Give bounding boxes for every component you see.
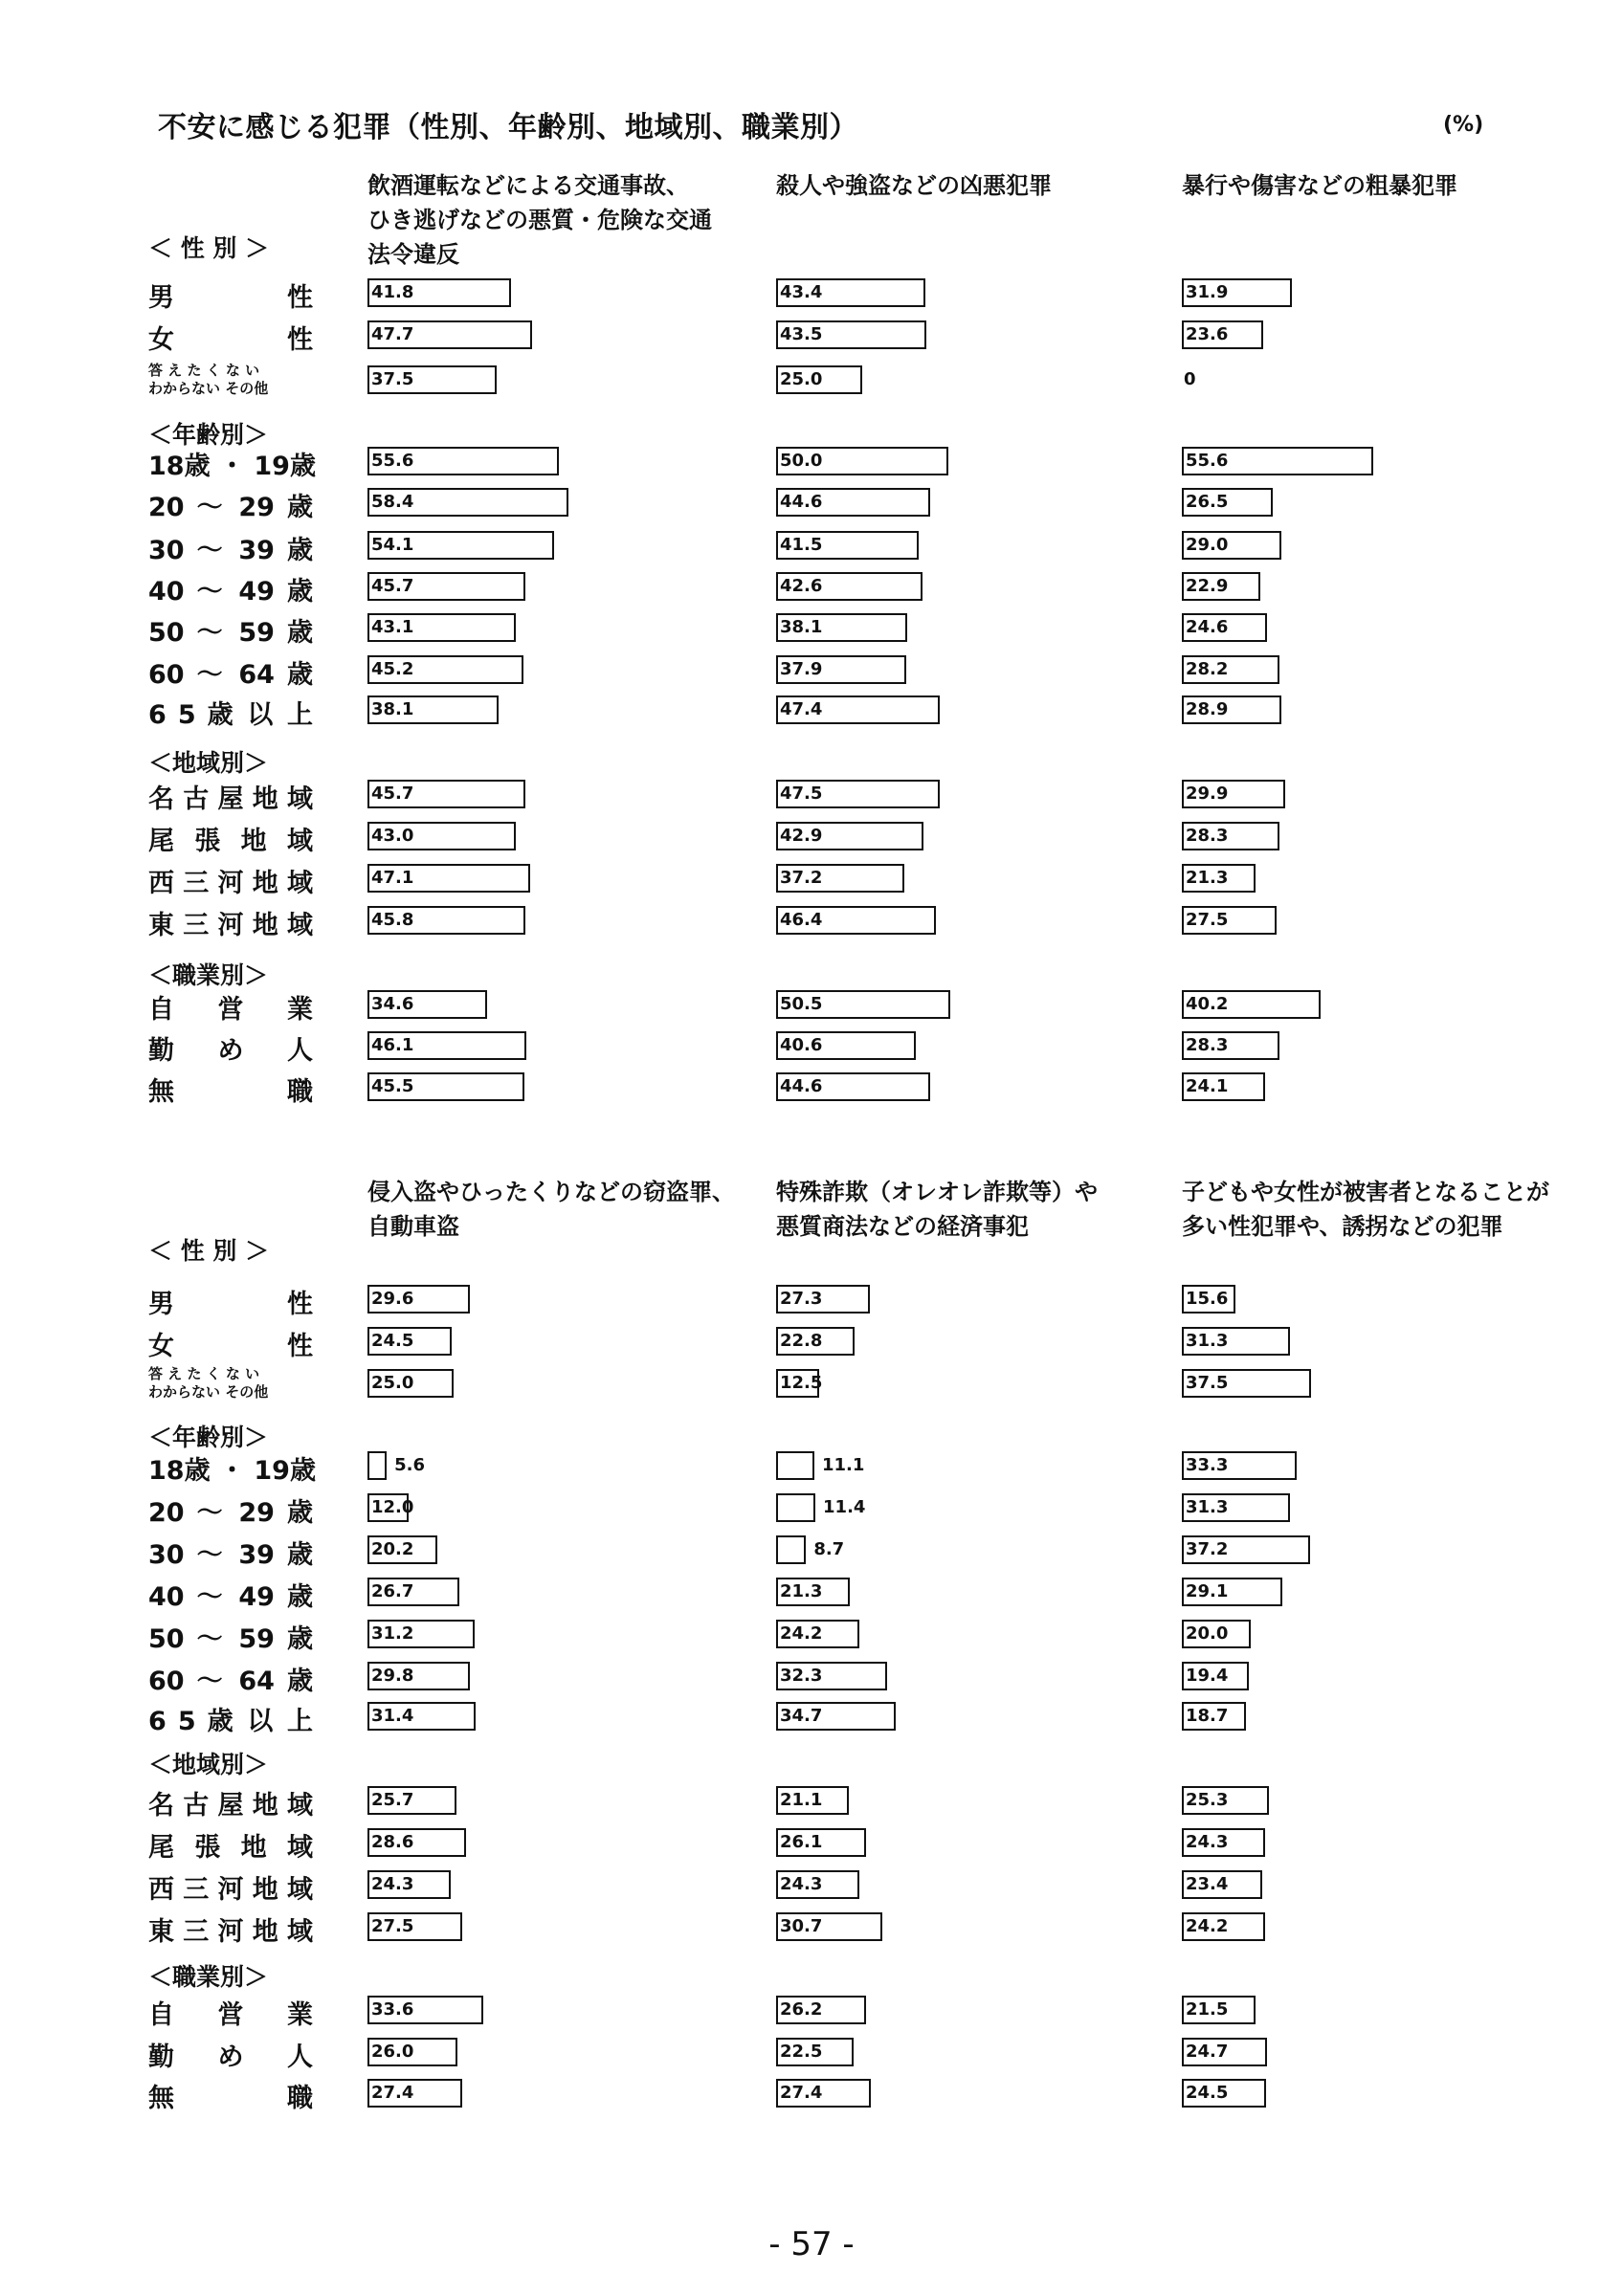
value-label: 47.7 [371, 324, 414, 344]
value-label: 28.6 [371, 1832, 414, 1852]
value-label: 33.6 [371, 1999, 414, 2020]
value-label: 58.4 [371, 492, 414, 512]
row-label-male: 男 性 [148, 283, 313, 313]
value-label: 25.0 [371, 1373, 414, 1393]
value-label: 15.6 [1186, 1289, 1229, 1309]
value-label: 21.3 [780, 1581, 823, 1601]
value-label: 31.3 [1186, 1497, 1229, 1517]
value-label: 45.7 [371, 784, 414, 804]
value-label: 38.1 [780, 617, 823, 637]
value-label: 34.7 [780, 1706, 823, 1726]
value-label: 43.0 [371, 826, 414, 846]
value-label: 24.3 [371, 1874, 414, 1894]
bar-chart5-age18 [776, 1451, 814, 1480]
value-label: 31.3 [1186, 1331, 1229, 1351]
chart-title-line: 飲酒運転などによる交通事故、 [367, 172, 689, 199]
value-label: 55.6 [1186, 451, 1229, 471]
row-label-male: 男 性 [148, 1290, 313, 1319]
row-label-female: 女 性 [148, 1332, 313, 1361]
chart-title-line: 暴行や傷害などの粗暴犯罪 [1182, 172, 1457, 199]
value-label: 34.6 [371, 994, 414, 1014]
value-label: 20.0 [1186, 1623, 1229, 1644]
value-label: 12.0 [371, 1497, 414, 1517]
value-label: 24.2 [780, 1623, 823, 1644]
value-label: 40.2 [1186, 994, 1229, 1014]
value-label: 24.3 [780, 1874, 823, 1894]
value-label: 27.5 [1186, 910, 1229, 930]
value-label: 24.1 [1186, 1076, 1229, 1096]
value-label: 41.8 [371, 282, 414, 302]
chart-title-4 [367, 1175, 735, 1244]
value-label: 12.5 [780, 1373, 823, 1393]
group-label-gender: ＜ 性 別 ＞ [148, 234, 270, 262]
value-label: 27.5 [371, 1916, 414, 1936]
unit-label: (%) [1443, 113, 1484, 137]
value-label: 24.5 [371, 1331, 414, 1351]
value-label: 21.1 [780, 1790, 823, 1810]
value-label: 8.7 [813, 1539, 845, 1559]
row-label-other [148, 1365, 313, 1402]
chart-title-line: 多い性犯罪や、誘拐などの犯罪 [1182, 1213, 1503, 1240]
value-label: 37.5 [371, 369, 414, 389]
value-label: 29.1 [1186, 1581, 1229, 1601]
value-label: 28.3 [1186, 1035, 1229, 1055]
value-label: 24.7 [1186, 2042, 1229, 2062]
row-label-nagoya: 名古屋地域 [148, 1791, 313, 1821]
row-label-age60: 60 ～ 64 歳 [148, 660, 313, 690]
value-label: 25.3 [1186, 1790, 1229, 1810]
value-label: 50.5 [780, 994, 823, 1014]
row-label-self: 自 営 業 [148, 2000, 313, 2030]
row-label-age60: 60 ～ 64 歳 [148, 1667, 313, 1696]
value-label: 37.2 [780, 868, 823, 888]
value-label: 25.0 [780, 369, 823, 389]
row-label-age65: 6 5 歳 以 上 [148, 700, 313, 730]
chart-title-3 [1182, 168, 1457, 203]
value-label: 47.5 [780, 784, 823, 804]
chart-title-line: 悪質商法などの経済事犯 [776, 1213, 1029, 1240]
value-label: 23.6 [1186, 324, 1229, 344]
row-label-age30: 30 ～ 39 歳 [148, 536, 313, 565]
value-label: 24.6 [1186, 617, 1229, 637]
row-label-employee: 勤 め 人 [148, 1036, 313, 1066]
row-label-female: 女 性 [148, 325, 313, 355]
group-label-region: ＜地域別＞ [148, 1751, 269, 1778]
value-label: 26.7 [371, 1581, 414, 1601]
row-label-owari: 尾 張 地 域 [148, 1833, 313, 1863]
value-label: 50.0 [780, 451, 823, 471]
chart-title-line: ひき逃げなどの悪質・危険な交通 [367, 207, 712, 233]
value-label: 32.3 [780, 1666, 823, 1686]
row-label-unemployed: 無 職 [148, 2084, 313, 2113]
value-label: 28.3 [1186, 826, 1229, 846]
row-label-other-line1: 答 え た く な い [148, 1365, 260, 1382]
chart-title-line: 侵入盗やひったくりなどの窃盗罪、 [367, 1179, 735, 1205]
row-label-age18: 18歳 ・ 19歳 [148, 452, 316, 481]
value-label: 0 [1184, 369, 1196, 389]
value-label: 11.4 [823, 1497, 866, 1517]
value-label: 45.5 [371, 1076, 414, 1096]
group-label-region: ＜地域別＞ [148, 749, 269, 777]
value-label: 46.1 [371, 1035, 414, 1055]
chart-title-6 [1182, 1175, 1549, 1244]
row-label-age30: 30 ～ 39 歳 [148, 1540, 313, 1570]
value-label: 29.6 [371, 1289, 414, 1309]
page-title: 不安に感じる犯罪（性別、年齢別、地域別、職業別） [158, 111, 858, 144]
bar-chart5-age20 [776, 1493, 815, 1522]
chart-title-1 [367, 168, 712, 272]
value-label: 30.7 [780, 1916, 823, 1936]
value-label: 27.4 [371, 2083, 414, 2103]
row-label-age50: 50 ～ 59 歳 [148, 618, 313, 648]
row-label-unemployed: 無 職 [148, 1077, 313, 1107]
group-label-job: ＜職業別＞ [148, 961, 269, 989]
row-label-owari: 尾 張 地 域 [148, 827, 313, 856]
value-label: 45.2 [371, 659, 414, 679]
value-label: 31.9 [1186, 282, 1229, 302]
value-label: 24.2 [1186, 1916, 1229, 1936]
value-label: 19.4 [1186, 1666, 1229, 1686]
value-label: 23.4 [1186, 1874, 1229, 1894]
value-label: 24.5 [1186, 2083, 1229, 2103]
row-label-self: 自 営 業 [148, 995, 313, 1025]
value-label: 29.0 [1186, 535, 1229, 555]
value-label: 44.6 [780, 492, 823, 512]
value-label: 5.6 [394, 1455, 426, 1475]
value-label: 18.7 [1186, 1706, 1229, 1726]
row-label-age65: 6 5 歳 以 上 [148, 1707, 313, 1736]
row-label-other-line2: わからない その他 [148, 1383, 269, 1401]
row-label-nagoya: 名古屋地域 [148, 784, 313, 814]
value-label: 20.2 [371, 1539, 414, 1559]
value-label: 37.2 [1186, 1539, 1229, 1559]
row-label-age18: 18歳 ・ 19歳 [148, 1456, 316, 1486]
value-label: 24.3 [1186, 1832, 1229, 1852]
value-label: 47.4 [780, 699, 823, 719]
chart-title-line: 特殊詐欺（オレオレ詐欺等）や [776, 1179, 1098, 1205]
value-label: 54.1 [371, 535, 414, 555]
row-label-employee: 勤 め 人 [148, 2042, 313, 2072]
value-label: 27.4 [780, 2083, 823, 2103]
chart-title-line: 殺人や強盗などの凶悪犯罪 [776, 172, 1052, 199]
chart-title-line: 子どもや女性が被害者となることが [1182, 1179, 1549, 1205]
group-label-gender: ＜ 性 別 ＞ [148, 1237, 270, 1265]
value-label: 43.4 [780, 282, 823, 302]
value-label: 33.3 [1186, 1455, 1229, 1475]
value-label: 11.1 [821, 1455, 865, 1475]
value-label: 47.1 [371, 868, 414, 888]
value-label: 42.6 [780, 576, 823, 596]
value-label: 21.3 [1186, 868, 1229, 888]
value-label: 27.3 [780, 1289, 823, 1309]
value-label: 31.4 [371, 1706, 414, 1726]
value-label: 21.5 [1186, 1999, 1229, 2020]
value-label: 45.8 [371, 910, 414, 930]
value-label: 46.4 [780, 910, 823, 930]
value-label: 26.2 [780, 1999, 823, 2020]
value-label: 37.5 [1186, 1373, 1229, 1393]
value-label: 28.9 [1186, 699, 1229, 719]
value-label: 37.9 [780, 659, 823, 679]
group-label-job: ＜職業別＞ [148, 1963, 269, 1991]
bar-chart4-age18 [367, 1451, 387, 1480]
value-label: 41.5 [780, 535, 823, 555]
row-label-age40: 40 ～ 49 歳 [148, 577, 313, 607]
row-label-other-line1: 答 え た く な い [148, 362, 260, 379]
group-label-age: ＜年齢別＞ [148, 421, 269, 449]
value-label: 44.6 [780, 1076, 823, 1096]
value-label: 45.7 [371, 576, 414, 596]
value-label: 40.6 [780, 1035, 823, 1055]
row-label-higashimikawa: 東三河地域 [148, 911, 313, 940]
row-label-age20: 20 ～ 29 歳 [148, 493, 313, 522]
chart-title-5 [776, 1175, 1098, 1244]
row-label-higashimikawa: 東三河地域 [148, 1917, 313, 1947]
value-label: 31.2 [371, 1623, 414, 1644]
row-label-nishimikawa: 西三河地域 [148, 1875, 313, 1905]
value-label: 26.1 [780, 1832, 823, 1852]
value-label: 22.5 [780, 2042, 823, 2062]
value-label: 28.2 [1186, 659, 1229, 679]
row-label-age40: 40 ～ 49 歳 [148, 1582, 313, 1612]
value-label: 29.9 [1186, 784, 1229, 804]
row-label-age50: 50 ～ 59 歳 [148, 1624, 313, 1654]
page-number: - 57 - [768, 2225, 855, 2263]
value-label: 42.9 [780, 826, 823, 846]
row-label-other-line2: わからない その他 [148, 380, 269, 397]
value-label: 25.7 [371, 1790, 414, 1810]
value-label: 43.5 [780, 324, 823, 344]
row-label-nishimikawa: 西三河地域 [148, 869, 313, 898]
value-label: 22.9 [1186, 576, 1229, 596]
value-label: 26.0 [371, 2042, 414, 2062]
bar-chart5-age30 [776, 1535, 806, 1564]
value-label: 43.1 [371, 617, 414, 637]
chart-title-line: 法令違反 [367, 241, 459, 268]
group-label-age: ＜年齢別＞ [148, 1424, 269, 1451]
chart-title-line: 自動車盗 [367, 1213, 459, 1240]
value-label: 38.1 [371, 699, 414, 719]
row-label-age20: 20 ～ 29 歳 [148, 1498, 313, 1528]
value-label: 22.8 [780, 1331, 823, 1351]
value-label: 55.6 [371, 451, 414, 471]
row-label-other [148, 362, 313, 398]
chart-title-2 [776, 168, 1052, 203]
value-label: 26.5 [1186, 492, 1229, 512]
value-label: 29.8 [371, 1666, 414, 1686]
